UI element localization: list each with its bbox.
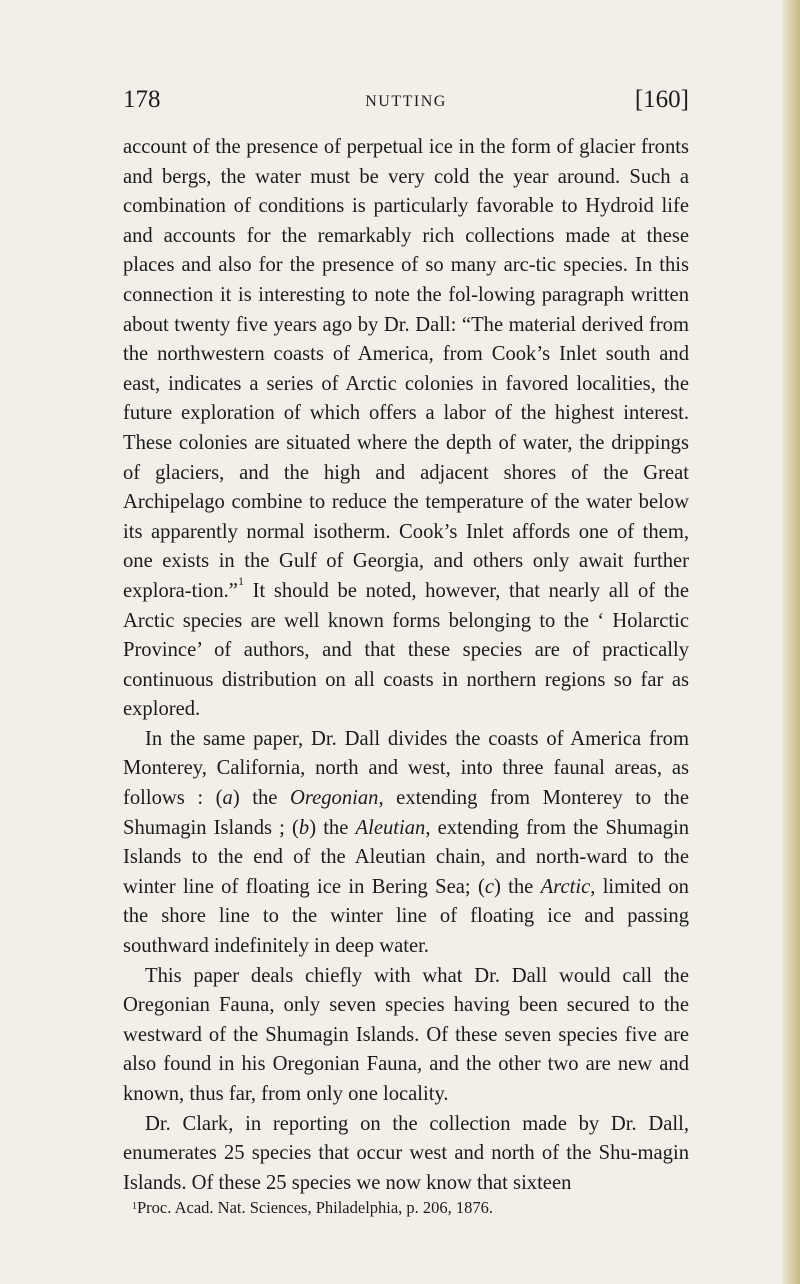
paragraph-3: This paper deals chiefly with what Dr. Dall would call the Oregonian Fauna, only seven species having been secured to the westward of the Shumagin Islands. Of these seven species five are also found in his Oregonian Fauna, and the other two are new and known, thus far, from only one locality. bbox=[123, 964, 689, 1105]
paragraph-1 bbox=[123, 133, 689, 725]
text-run: In the same paper, Dr. Dall divides the coasts of America from Monterey, California, north and west, into three faunal areas, as follows : ( bbox=[123, 727, 689, 810]
text-run: ) the bbox=[232, 787, 290, 810]
page-header bbox=[123, 84, 689, 124]
italic-run: c bbox=[484, 875, 494, 898]
italic-run: b bbox=[298, 816, 310, 839]
running-head: NUTTING bbox=[365, 93, 447, 110]
footnote bbox=[132, 1197, 689, 1219]
page-number: 178 bbox=[123, 86, 161, 113]
text-run: , extending from Monterey to the Shumagin Islands ; ( bbox=[123, 787, 689, 839]
body-text bbox=[123, 133, 689, 1198]
text-run: , limited on the shore line to the winter line of floating ice and passing southward indefinitely in deep water. bbox=[123, 875, 689, 958]
fauna-name-aleutian: Aleutian bbox=[355, 816, 426, 839]
paragraph-4: Dr. Clark, in reporting on the collection made by Dr. Dall, enumerates 25 species that occur west and north of the Shu-magin Islands. Of these 25 species we now know that sixteen bbox=[123, 1112, 689, 1194]
footnote-marker: 1 bbox=[132, 1201, 137, 1212]
fauna-name-oregonian: Oregonian bbox=[289, 787, 379, 810]
original-page-reference: [160] bbox=[634, 86, 689, 113]
text-run: , extending from the Shumagin Islands to the end of the Aleutian chain, and north-ward to the winter line of floating ice in Bering Sea; ( bbox=[123, 816, 689, 898]
paragraph-2 bbox=[123, 725, 689, 962]
paragraph-1-text-cont: It should be noted, however, that nearly all of the Arctic species are well known forms belonging to the ‘ Holarctic Province’ of authors, and that these species are of practically continuous distribution on all coasts in northern regions so far as explored. bbox=[123, 579, 689, 721]
footnote-reference: 1 bbox=[237, 573, 244, 588]
italic-run: a bbox=[222, 787, 233, 810]
text-run: ) the bbox=[309, 816, 356, 839]
page-edge bbox=[782, 0, 800, 1284]
fauna-name-arctic: Arctic bbox=[540, 875, 591, 898]
text-run: ) the bbox=[493, 875, 541, 898]
paragraph-1-text: account of the presence of perpetual ice in the form of glacier fronts and bergs, the water must be very cold the year around. Such a combination of conditions is particularly favorable to Hydroid life and accounts for the remarkably rich collections made at these places and also for the presence of so many arc-tic species. In this connection it is interesting to note the fol-lowing paragraph written about twenty five years ago by Dr. Dall: “The material derived from the northwestern coasts of America, from Cook’s Inlet south and east, indicates a series of Arctic colonies in favored localities, the future exploration of which offers a labor of the highest interest. These colonies are situated where the depth of water, the drippings of glaciers, and the high and adjacent shores of the Great Archipelago combine to reduce the temperature of the water below its apparently normal isotherm. Cook’s Inlet affords one of them, one exists in the Gulf of Georgia, and others only await further explora-tion.” bbox=[123, 136, 689, 602]
footnote-text: Proc. Acad. Nat. Sciences, Philadelphia, p. 206, 1876. bbox=[137, 1198, 494, 1217]
